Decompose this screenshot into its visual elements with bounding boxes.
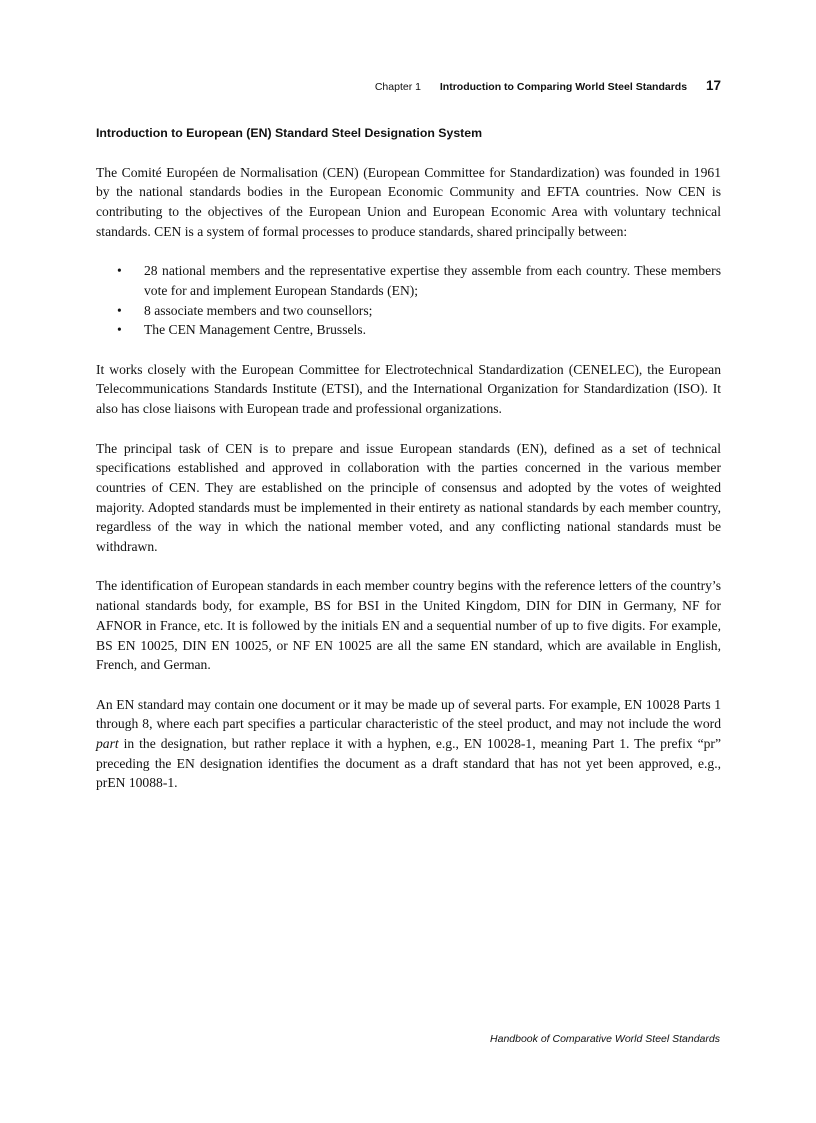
parts-text-end: in the designation, but rather replace it with a hyphen, e.g., EN 10028-1, meaning Part 1. The prefix “pr” preceding the EN designation identifies the document as a draft standard that has not yet been approved, e.g., prEN 10088-1.: [96, 736, 721, 791]
chapter-label: Chapter 1: [374, 81, 421, 93]
paragraph-identification: The identification of European standards in each member country begins with the reference letters of the country’s national standards body, for example, BS for BSI in the United Kingdom, DIN for DIN in Germany, NF for AFNOR in France, etc. It is followed by the initials EN and a sequential number of up to five digits. For example, BS EN 10025, DIN EN 10025, or NF EN 10025 are all the same EN standard, which are available in English, French, and German.: [96, 578, 721, 673]
chapter-title: Introduction to Comparing World Steel Standards: [439, 81, 688, 93]
list-item-text: The CEN Management Centre, Brussels.: [144, 322, 366, 338]
list-item-text: 8 associate members and two counsellors;: [144, 302, 373, 318]
list-item: [96, 301, 721, 321]
bullet-marker: •: [117, 322, 122, 338]
paragraph-cooperation: It works closely with the European Committee for Electrotechnical Standardization (CENELEC), the European Telecommunications Standards Institute (ETSI), and the International Organization for Standardization (ISO). It also has close liaisons with European trade and professional organizations.: [96, 361, 721, 417]
paragraph-parts: [96, 695, 721, 794]
list-item-text: 28 national members and the representative expertise they assemble from each country. These members vote for and implement European Standards (EN);: [144, 263, 721, 298]
list-item: [96, 320, 721, 340]
page-number: 17: [705, 78, 721, 93]
paragraph-cen-intro: The Comité Européen de Normalisation (CEN) (European Committee for Standardization) was founded in 1961 by the national standards bodies in the European Economic Community and EFTA countries. Now CEN is contributing to the objectives of the European Union and European Economic Area with voluntary technical standards. CEN is a system of formal processes to produce standards, shared principally between:: [96, 164, 721, 239]
bullet-marker: •: [117, 302, 122, 318]
member-list: [96, 261, 721, 340]
emphasis-part: part: [96, 736, 119, 752]
parts-text-start: An EN standard may contain one document or it may be made up of several parts. For example, EN 10028 Parts 1 through 8, where each part specifies a particular characteristic of the steel product, and may not include the word: [96, 696, 721, 732]
bullet-marker: •: [117, 263, 122, 279]
running-header: [375, 78, 721, 93]
paragraph-principal-task: The principal task of CEN is to prepare and issue European standards (EN), defined as a set of technical specifications established and approved in collaboration with the parties concerned in the various member countries of CEN. They are established on the principle of consensus and adopted by the votes of weighted majority. Adopted standards must be implemented in their entirety as national standards by each member country, regardless of the way in which the national member voted, and any conflicting national standards must be withdrawn.: [96, 440, 721, 555]
page-body: [96, 124, 721, 813]
section-title: Introduction to European (EN) Standard Steel Designation System: [96, 126, 483, 140]
list-item: [96, 261, 721, 300]
running-footer: Handbook of Comparative World Steel Standards: [490, 1033, 720, 1045]
